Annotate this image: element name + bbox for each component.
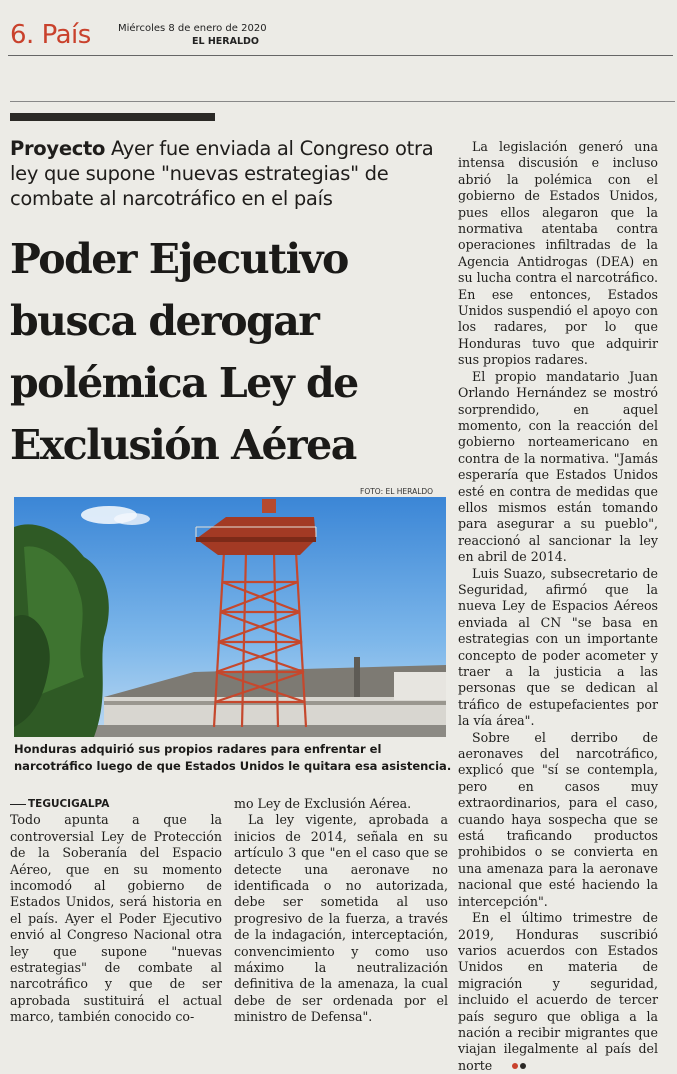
article-end-mark <box>496 1058 526 1074</box>
column-paragraph: mo Ley de Exclusión Aérea. <box>234 796 412 811</box>
radar-tower-illustration <box>14 497 446 737</box>
column-paragraph: Luis Suazo, subsecretario de Seguridad, afirmó que la nueva Ley de Espacios Aéreos enviada al CN "se basa en estrategias con un importante concepto de poder acometer y traer a la justicia a las personas que se dedican al tráfico de estupefacientes por la vía área". <box>458 565 658 729</box>
page-header <box>0 0 677 54</box>
section-label: 6. País <box>10 20 91 50</box>
paragraph-text: Todo apunta a que la controversial Ley de Protección de la Soberanía del Espacio Aéreo, que en su momento incomodó al gobierno de Estados Unidos, será historia en el país. Ayer el Poder Ejecutivo envió al Congreso Nacional otra ley que supone "nuevas estrategias" de combate al narcotráfico y que de ser aprobada sustituirá el actual marco, también conocido co- <box>10 812 222 1025</box>
column-paragraph: Sobre el derribo de aeronaves del narcotráfico, explicó que "sí se contempla, pero en casos muy extraordinarios, para el caso, cuando haya sospecha que se está traficando productos prohibidos o se convierta en una amenaza para la aeronave nacional que esté haciendo la intercepción". <box>458 729 658 909</box>
article-top-divider <box>10 101 675 102</box>
article-column-1 <box>10 796 222 1026</box>
article-column-2 <box>234 796 448 1026</box>
issue-date: Miércoles 8 de enero de 2020 <box>118 23 267 34</box>
dateline: TEGUCIGALPA <box>10 796 222 812</box>
column-paragraph <box>10 796 222 1026</box>
kicker-text: Ayer fue enviada al Congreso otra ley que supone "nuevas estrategias" de combate al narcotráfico en el país <box>10 137 434 210</box>
article-headline: Poder Ejecutivo busca derogar polémica Ley de Exclusión Aérea <box>10 235 358 469</box>
end-dot-red <box>512 1063 518 1069</box>
radar-tower-photo <box>14 497 446 737</box>
photo-credit: FOTO: EL HERALDO <box>360 487 434 496</box>
paragraph-text: En el último trimestre de 2019, Honduras suscribió varios acuerdos con Estados Unidos en materia de migración y seguridad, incluido el acuerdo de tercer país seguro que obliga a la nación a recibir migrantes que viajan ilegalmente al país del norte <box>458 910 658 1073</box>
column-paragraph: La ley vigente, aprobada a inicios de 2014, señala en su artículo 3 que "en el caso que se detecte una aeronave no identificada o no autorizada, debe ser sometida al uso progresivo de la fuerza, a través de la indagación, interceptación, convencimiento y como uso máximo la neutralización definitiva de la amenaza, la cual debe de ser ordenada por el ministro de Defensa". <box>234 812 448 1025</box>
article-column-3 <box>458 139 658 1074</box>
photo-caption: Honduras adquirió sus propios radares para enfrentar el narcotráfico luego de que Estados Unidos le quitara esa asistencia. <box>14 742 452 773</box>
column-paragraph: La legislación generó una intensa discusión e incluso abrió la polémica con el gobierno de Estados Unidos, pues ellos alegaron que la normativa atentaba contra operaciones infiltradas de la Agencia Antidrogas (DEA) en su lucha contra el narcotráfico. En ese entonces, Estados Unidos suspendió el apoyo con los radares, por lo que Honduras tuvo que adquirir sus propios radares. <box>458 139 658 368</box>
newspaper-name: EL HERALDO <box>192 36 259 47</box>
article-kicker <box>10 136 450 211</box>
column-paragraph: El propio mandatario Juan Orlando Hernández se mostró sorprendido, en aquel momento, con la reacción del gobierno norteamericano en contra de la normativa. "Jamás esperaría que Estados Unidos esté en contra de medidas que ellos mismos están tomando para asegurar a su pueblo", reaccionó al sancionar la ley en abril de 2014. <box>458 368 658 565</box>
end-dot-dark <box>520 1063 526 1069</box>
kicker-label: Proyecto <box>10 137 106 160</box>
column-paragraph <box>458 910 658 1074</box>
header-divider <box>8 55 673 56</box>
kicker-bar <box>10 113 215 121</box>
